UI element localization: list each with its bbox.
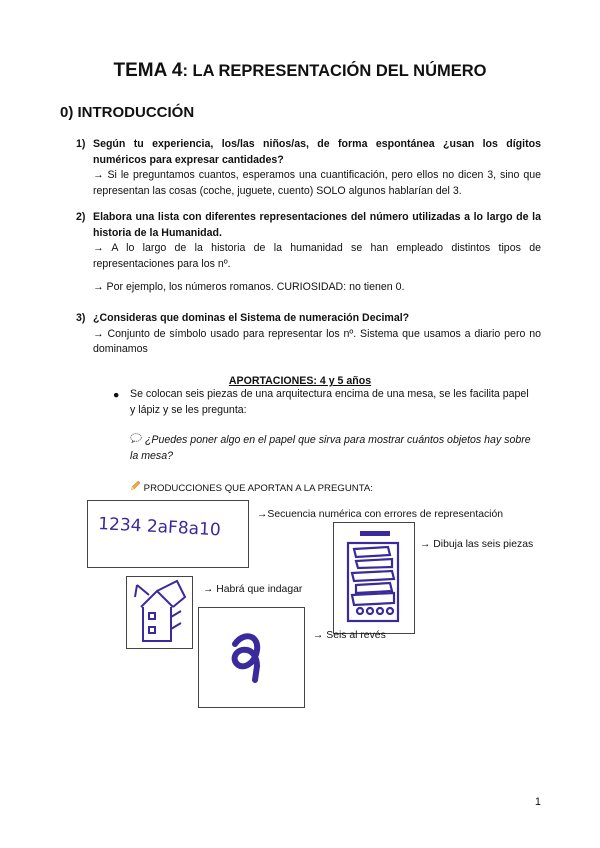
drawing-number-sequence bbox=[87, 500, 249, 568]
section-heading: 0) INTRODUCCIÓN bbox=[60, 104, 195, 121]
drawing-sequence-text: 1234 2aF8a10 bbox=[97, 514, 222, 541]
drawing-six-reversed bbox=[198, 607, 305, 708]
question-number: 3) bbox=[76, 312, 86, 324]
answer-text: → Por ejemplo, los números romanos. CURIOSIDAD: no tienen 0. bbox=[93, 281, 405, 293]
bullet-dot-icon: ● bbox=[113, 389, 120, 401]
page-title bbox=[0, 60, 600, 82]
answer-text: → Si le preguntamos cuantos, esperamos una cuantificación, pero ellos no dicen 3, sino que representan las cosas (coche, juguete, cuento) SOLO algunos hablarían del 3. bbox=[93, 169, 541, 197]
quote-text: ¿Puedes poner algo en el papel que sirva para mostrar cuántos objetos hay sobre la mesa? bbox=[130, 434, 531, 462]
speech-bubble-icon bbox=[130, 434, 145, 446]
question-number: 2) bbox=[76, 211, 86, 223]
question-1 bbox=[76, 137, 546, 199]
caption-pieces: → Dibuja las seis piezas bbox=[420, 539, 534, 550]
question-text: Según tu experiencia, los/las niños/as, de forma espontánea ¿usan los dígitos numéricos para expresar cantidades? bbox=[93, 138, 541, 166]
page-number: 1 bbox=[535, 796, 541, 808]
question-2 bbox=[76, 210, 546, 300]
producciones-text: PRODUCCIONES QUE APORTAN A LA PREGUNTA: bbox=[143, 483, 373, 494]
pencil-icon bbox=[130, 483, 144, 494]
question-text: Elabora una lista con diferentes representaciones del número utilizadas a lo largo de la historia de la Humanidad. bbox=[93, 211, 541, 239]
question-3 bbox=[76, 311, 546, 361]
producciones-label bbox=[130, 480, 373, 494]
title-rest: : LA REPRESENTACIÓN DEL NÚMERO bbox=[182, 62, 487, 80]
quote bbox=[130, 432, 540, 464]
caption-sequence: →Secuencia numérica con errores de representación bbox=[257, 509, 504, 520]
question-text: ¿Consideras que dominas el Sistema de numeración Decimal? bbox=[93, 312, 410, 324]
answer-text: → A lo largo de la historia de la humanidad se han empleado distintos tipos de representaciones para los nº. bbox=[93, 242, 541, 270]
bullet-text: Se colocan seis piezas de una arquitectura encima de una mesa, se les facilita papel y lápiz y se les pregunta: bbox=[130, 388, 529, 416]
question-number: 1) bbox=[76, 138, 86, 150]
drawing-six-pieces bbox=[333, 522, 415, 634]
caption-house: → Habrá que indagar bbox=[203, 584, 303, 595]
title-prefix: TEMA 4 bbox=[113, 60, 183, 81]
answer-text: → Conjunto de símbolo usado para representar los nº. Sistema que usamos a diario pero no dominamos bbox=[93, 327, 541, 355]
drawing-house bbox=[126, 576, 193, 649]
caption-six: → Seis al revés bbox=[313, 630, 386, 641]
aportaciones-heading: APORTACIONES: 4 y 5 años bbox=[228, 375, 372, 387]
